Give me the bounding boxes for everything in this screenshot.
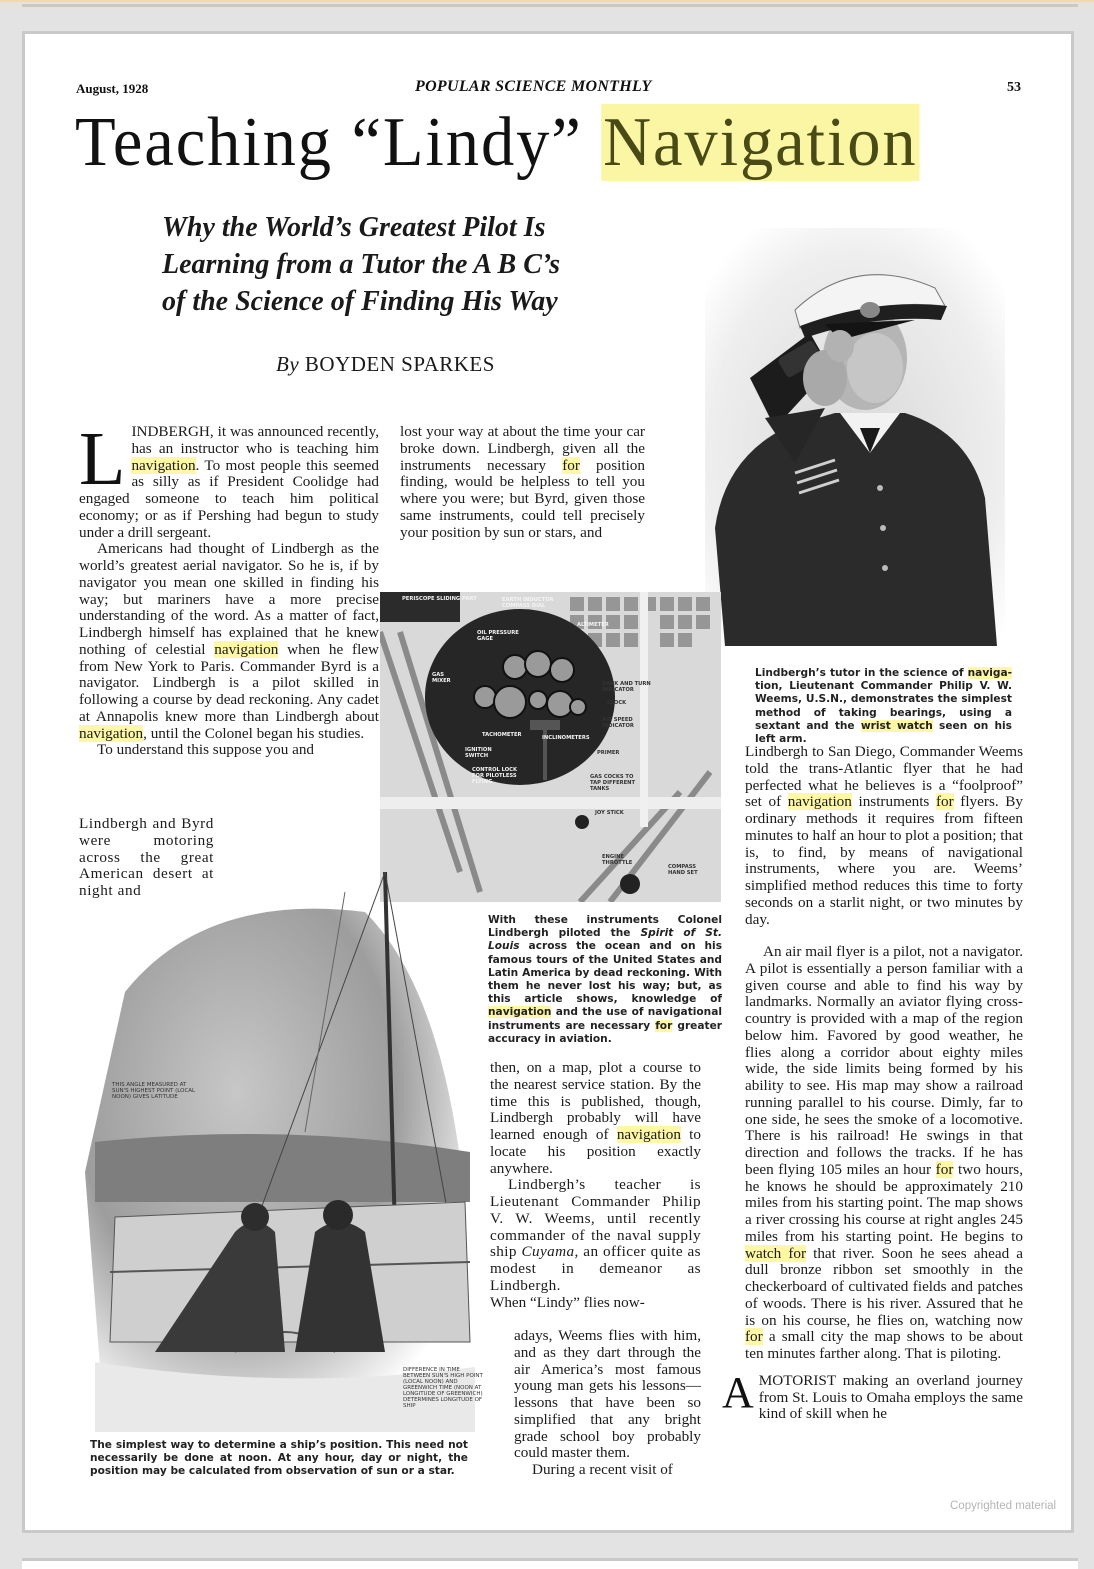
highlight: navigation	[214, 640, 279, 658]
weems-photo-caption: Lindbergh’s tutor in the science of naviga-tion, Lieutenant Commander Philip V. W. Weems, U.S.N., demonstrates the simplest method of taking bearings, using a sextant and the wrist watch seen on his left arm.	[755, 667, 1012, 746]
instrument-panel-caption: With these instruments Colonel Lindbergh piloted the Spirit of St. Louis across the ocean and on his famous tours of the United States and Latin America by dead reckoning. With them he never lost his way; but, as this article shows, knowledge of navigation and the use of navigational instruments are necessary for greater accuracy in aviation.	[488, 914, 723, 1045]
label-gas-cocks: GAS COCKS TO TAP DIFFERENT TANKS	[590, 774, 636, 792]
label-joy-stick: JOY STICK	[595, 810, 624, 816]
highlight: for	[655, 1019, 673, 1032]
label-earth-inductor: EARTH INDUCTOR COMPASS DIAL	[502, 597, 554, 609]
label-altimeter: ALTIMETER	[577, 622, 609, 628]
label-inclinometers: INCLINOMETERS	[542, 735, 590, 741]
label-periscope: PERISCOPE SLIDING PART	[402, 596, 477, 602]
header-magazine: POPULAR SCIENCE MONTHLY	[415, 78, 652, 95]
label-engine-throttle: ENGINE THROTTLE	[602, 854, 633, 866]
label-gas-mixer: GAS MIXER	[432, 672, 451, 684]
column-3-lower-text: An air mail flyer is a pilot, not a navigator. A pilot is essentially a person familiar with a given course and able to find his way by landmarks. Normally an aviator flying cross-country is provided with a map of the region below him. Favored by good weather, he flies along a corridor about eighty miles wide, the side limits being formed by his ability to see. His map may show a railroad running parallel to his course. Dimly, far to one side, he sees the smoke of a locomotive. There is his railroad! He swings in that direction and follows the tracks. If he has been flying 105 miles an hour for two hours, he knows he should be approximately 210 miles from his starting point. The map shows a river crossing his course at right angles 245 miles from his starting point. He begins to watch for that river. Soon he sees ahead a dull bronze ribbon set smoothly in the checkerboard of cultivated fields and patches of woods. There is his river. Assured that he is on his course, he flies on, watching now for a small city the map shows to be about ten minutes farther along. That is piloting. AMOTORIST making an overland journey from St. Louis to Omaha employs the same kind of skill when he	[722, 943, 1024, 1423]
ship-deck-drawing	[85, 872, 485, 1432]
highlight: for	[562, 456, 580, 474]
label-compass-set: COMPASS HAND SET	[668, 864, 698, 876]
highlight: navigation	[616, 1126, 681, 1143]
label-oil-pressure: OIL PRESSURE GAGE	[477, 630, 519, 642]
weems-sextant-photo	[705, 228, 1005, 646]
label-control-lock: CONTROL LOCK FOR PILOTLESS FLYING	[472, 767, 517, 785]
column-2-indented-text: adays, Weems flies with him, and as they dart through the air America’s most famous young man gets his lessons—lessons that have been so simplified that any bright grade school boy probably could master them. During a recent visit of	[514, 1327, 701, 1478]
byline-author: BOYDEN SPARKES	[304, 352, 495, 376]
instrument-panel-photo	[380, 592, 721, 902]
label-ignition: IGNITION SWITCH	[465, 747, 492, 759]
label-primer: PRIMER	[597, 750, 620, 756]
highlight: for	[935, 793, 954, 811]
subtitle-line: of the Science of Finding His Way	[162, 286, 558, 317]
book-page	[22, 31, 1074, 1533]
title-highlighted-word: Navigation	[603, 104, 918, 181]
label-angle-latitude: THIS ANGLE MEASURED AT SUN'S HIGHEST POINT (LOCAL NOON) GIVES LATITUDE	[112, 1082, 196, 1100]
highlight: for	[935, 1160, 954, 1178]
officer-with-sextant-image	[705, 228, 1005, 646]
highlight: navigation	[131, 456, 196, 474]
ship-illustration-caption: The simplest way to determine a ship’s position. This need not necessarily be done at noon. At any hour, day or night, the position may be calculated from observation of sun or a star.	[90, 1439, 468, 1478]
header-date: August, 1928	[76, 81, 149, 96]
header-page-number: 53	[1007, 80, 1021, 95]
drop-cap: L	[79, 417, 126, 501]
column-1-text: LINDBERGH, it was announced recently, has an instructor who is teaching him navigation. To most people this seemed as silly as if President Coolidge had engaged someone to teach him political economy; or as if Pershing had begun to study under a drill sergeant. Americans had thought of Lindbergh as the world’s greatest aerial navigator. So he is, if by navigator you mean one skilled in finding his way; but mariners have a more precise understanding of the word. As a matter of fact, Lindbergh himself has explained that he knew nothing of celestial navigation when he flew from New York to Paris. Commander Byrd is a navigator. Lindbergh is a pilot skilled in following a course by dead reckoning. Any cadet at Annapolis knew more than Lindbergh about navigation, until the Colonel began his studies. To understand this suppose you and	[79, 417, 380, 759]
title-text: Teaching “Lindy”	[75, 104, 583, 181]
label-air-speed: AIR SPEED INDICATOR	[602, 717, 634, 729]
label-bank-turn: BANK AND TURN INDICATOR	[602, 681, 651, 693]
next-page-edge	[22, 1558, 1078, 1569]
article-subtitle	[162, 209, 652, 320]
column-2-bottom-text: then, on a map, plot a course to the nearest service station. By the time this is published, though, Lindbergh probably will have learned enough of navigation to locate his position exactly anywhere. Lindbergh’s teacher is Lieutenant Commander Philip V. W. Weems, until recently commander of the naval supply ship Cuyama, an officer quite as modest in demeanor as Lindbergh. When “Lindy” flies now-	[490, 1059, 701, 1311]
subtitle-line: Why the World’s Greatest Pilot Is	[162, 212, 546, 243]
highlight: navigation	[787, 793, 852, 811]
byline-prefix: By	[276, 352, 300, 376]
article-title	[75, 104, 919, 181]
highlight: navigation	[79, 724, 144, 742]
column-3-upper-text: Lindbergh to San Diego, Commander Weems told the trans-Atlantic flyer that he had perfected what he believes is a “foolproof” set of navigation instruments for flyers. By ordinary methods it requires from fifteen minutes to half an hour to plot a position; that is, to find, by means of navigational instruments, where you are. Weems’ simplified method reduces this time to forty seconds on a starlit night, or two minutes by day.	[745, 743, 1023, 928]
cockpit-instruments-image	[380, 592, 721, 902]
highlight: watch for	[745, 1244, 807, 1262]
highlight: naviga-	[967, 667, 1012, 679]
label-clock: CLOCK	[607, 700, 627, 706]
column-1-narrow-text: Lindbergh and Byrd were motoring across the great American desert at night and	[79, 815, 214, 899]
label-tachometer: TACHOMETER	[482, 732, 522, 738]
highlight: for	[745, 1328, 763, 1346]
previous-page-edge	[22, 4, 1078, 7]
drop-cap: A	[722, 1367, 754, 1417]
byline	[276, 352, 495, 377]
label-time-longitude: DIFFERENCE IN TIME BETWEEN SUN'S HIGH POINT (LOCAL NOON) AND GREENWICH TIME (NOON AT LONGITUDE OF GREENWICH) DETERMINES LONGITUDE OF SHIP	[403, 1367, 483, 1409]
highlight: navigation	[488, 1006, 552, 1019]
ship-sextant-illustration	[85, 872, 485, 1432]
subtitle-line: Learning from a Tutor the A B C’s	[162, 249, 561, 280]
highlight: wrist watch	[860, 719, 933, 732]
column-2-top-text: lost your way at about the time your car broke down. Lindbergh, given all the instruments necessary for position finding, would be helpless to tell you where you were; but Byrd, given those same instruments, could tell precisely your position by sun or stars, and	[400, 423, 645, 541]
window-top-accent	[0, 0, 1094, 2]
copyright-watermark: Copyrighted material	[950, 1500, 1057, 1512]
